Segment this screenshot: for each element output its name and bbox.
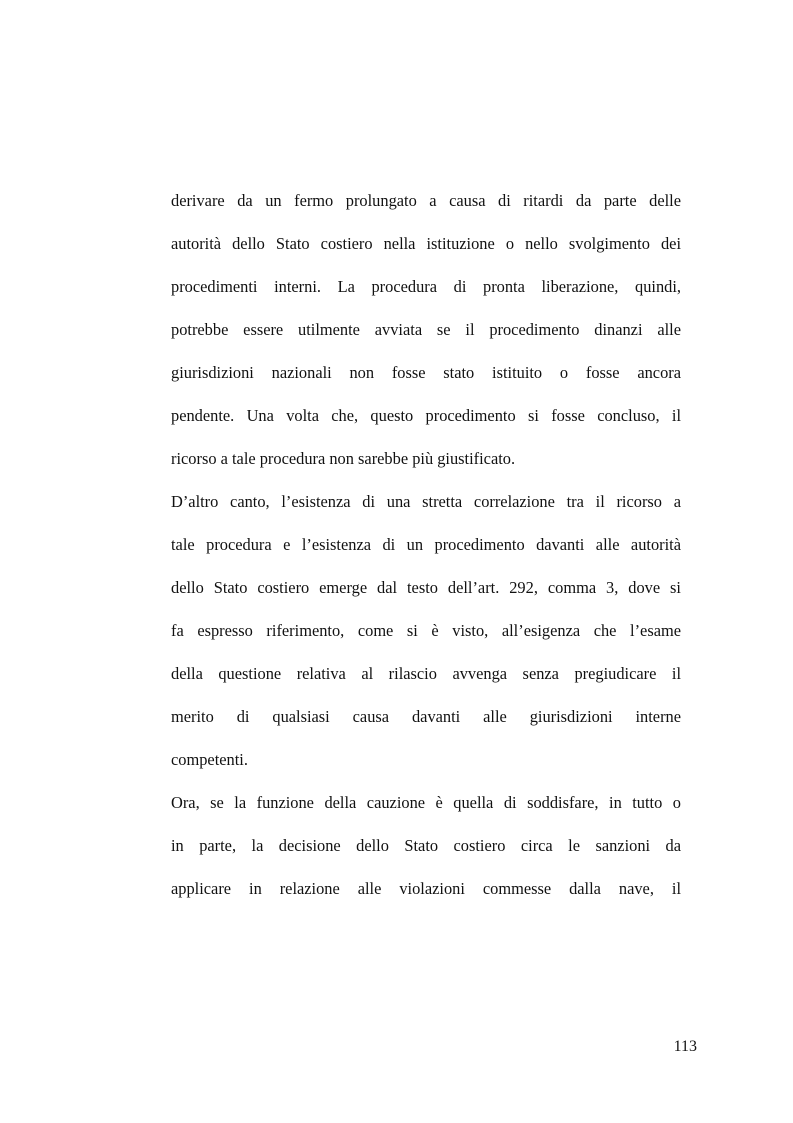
text-line-8: D’altro canto, l’esistenza di una stretta correlazione tra il ricorso a: [171, 492, 681, 511]
text-line-3: procedimenti interni. La procedura di pronta liberazione, quindi,: [171, 277, 681, 296]
text-line-10: dello Stato costiero emerge dal testo dell’art. 292, comma 3, dove si: [171, 578, 681, 597]
text-line-11: fa espresso riferimento, come si è visto, all’esigenza che l’esame: [171, 621, 681, 640]
text-line-14: competenti.: [171, 750, 248, 769]
text-line-4: potrebbe essere utilmente avviata se il procedimento dinanzi alle: [171, 320, 681, 339]
text-line-16: in parte, la decisione dello Stato costiero circa le sanzioni da: [171, 836, 681, 855]
text-line-9: tale procedura e l’esistenza di un procedimento davanti alle autorità: [171, 535, 681, 554]
text-line-7: ricorso a tale procedura non sarebbe più giustificato.: [171, 449, 516, 468]
text-line-2: autorità dello Stato costiero nella istituzione o nello svolgimento dei: [171, 234, 681, 253]
text-line-12: della questione relativa al rilascio avvenga senza pregiudicare il: [171, 664, 681, 683]
text-line-5: giurisdizioni nazionali non fosse stato istituito o fosse ancora: [171, 363, 681, 382]
text-line-13: merito di qualsiasi causa davanti alle giurisdizioni interne: [171, 707, 681, 726]
text-line-6: pendente. Una volta che, questo procedimento si fosse concluso, il: [171, 406, 681, 425]
text-line-15: Ora, se la funzione della cauzione è quella di soddisfare, in tutto o: [171, 793, 681, 812]
text-line-17: applicare in relazione alle violazioni commesse dalla nave, il: [171, 879, 681, 898]
page-number: 113: [673, 1038, 697, 1055]
text-line-1: derivare da un fermo prolungato a causa di ritardi da parte delle: [171, 191, 681, 210]
